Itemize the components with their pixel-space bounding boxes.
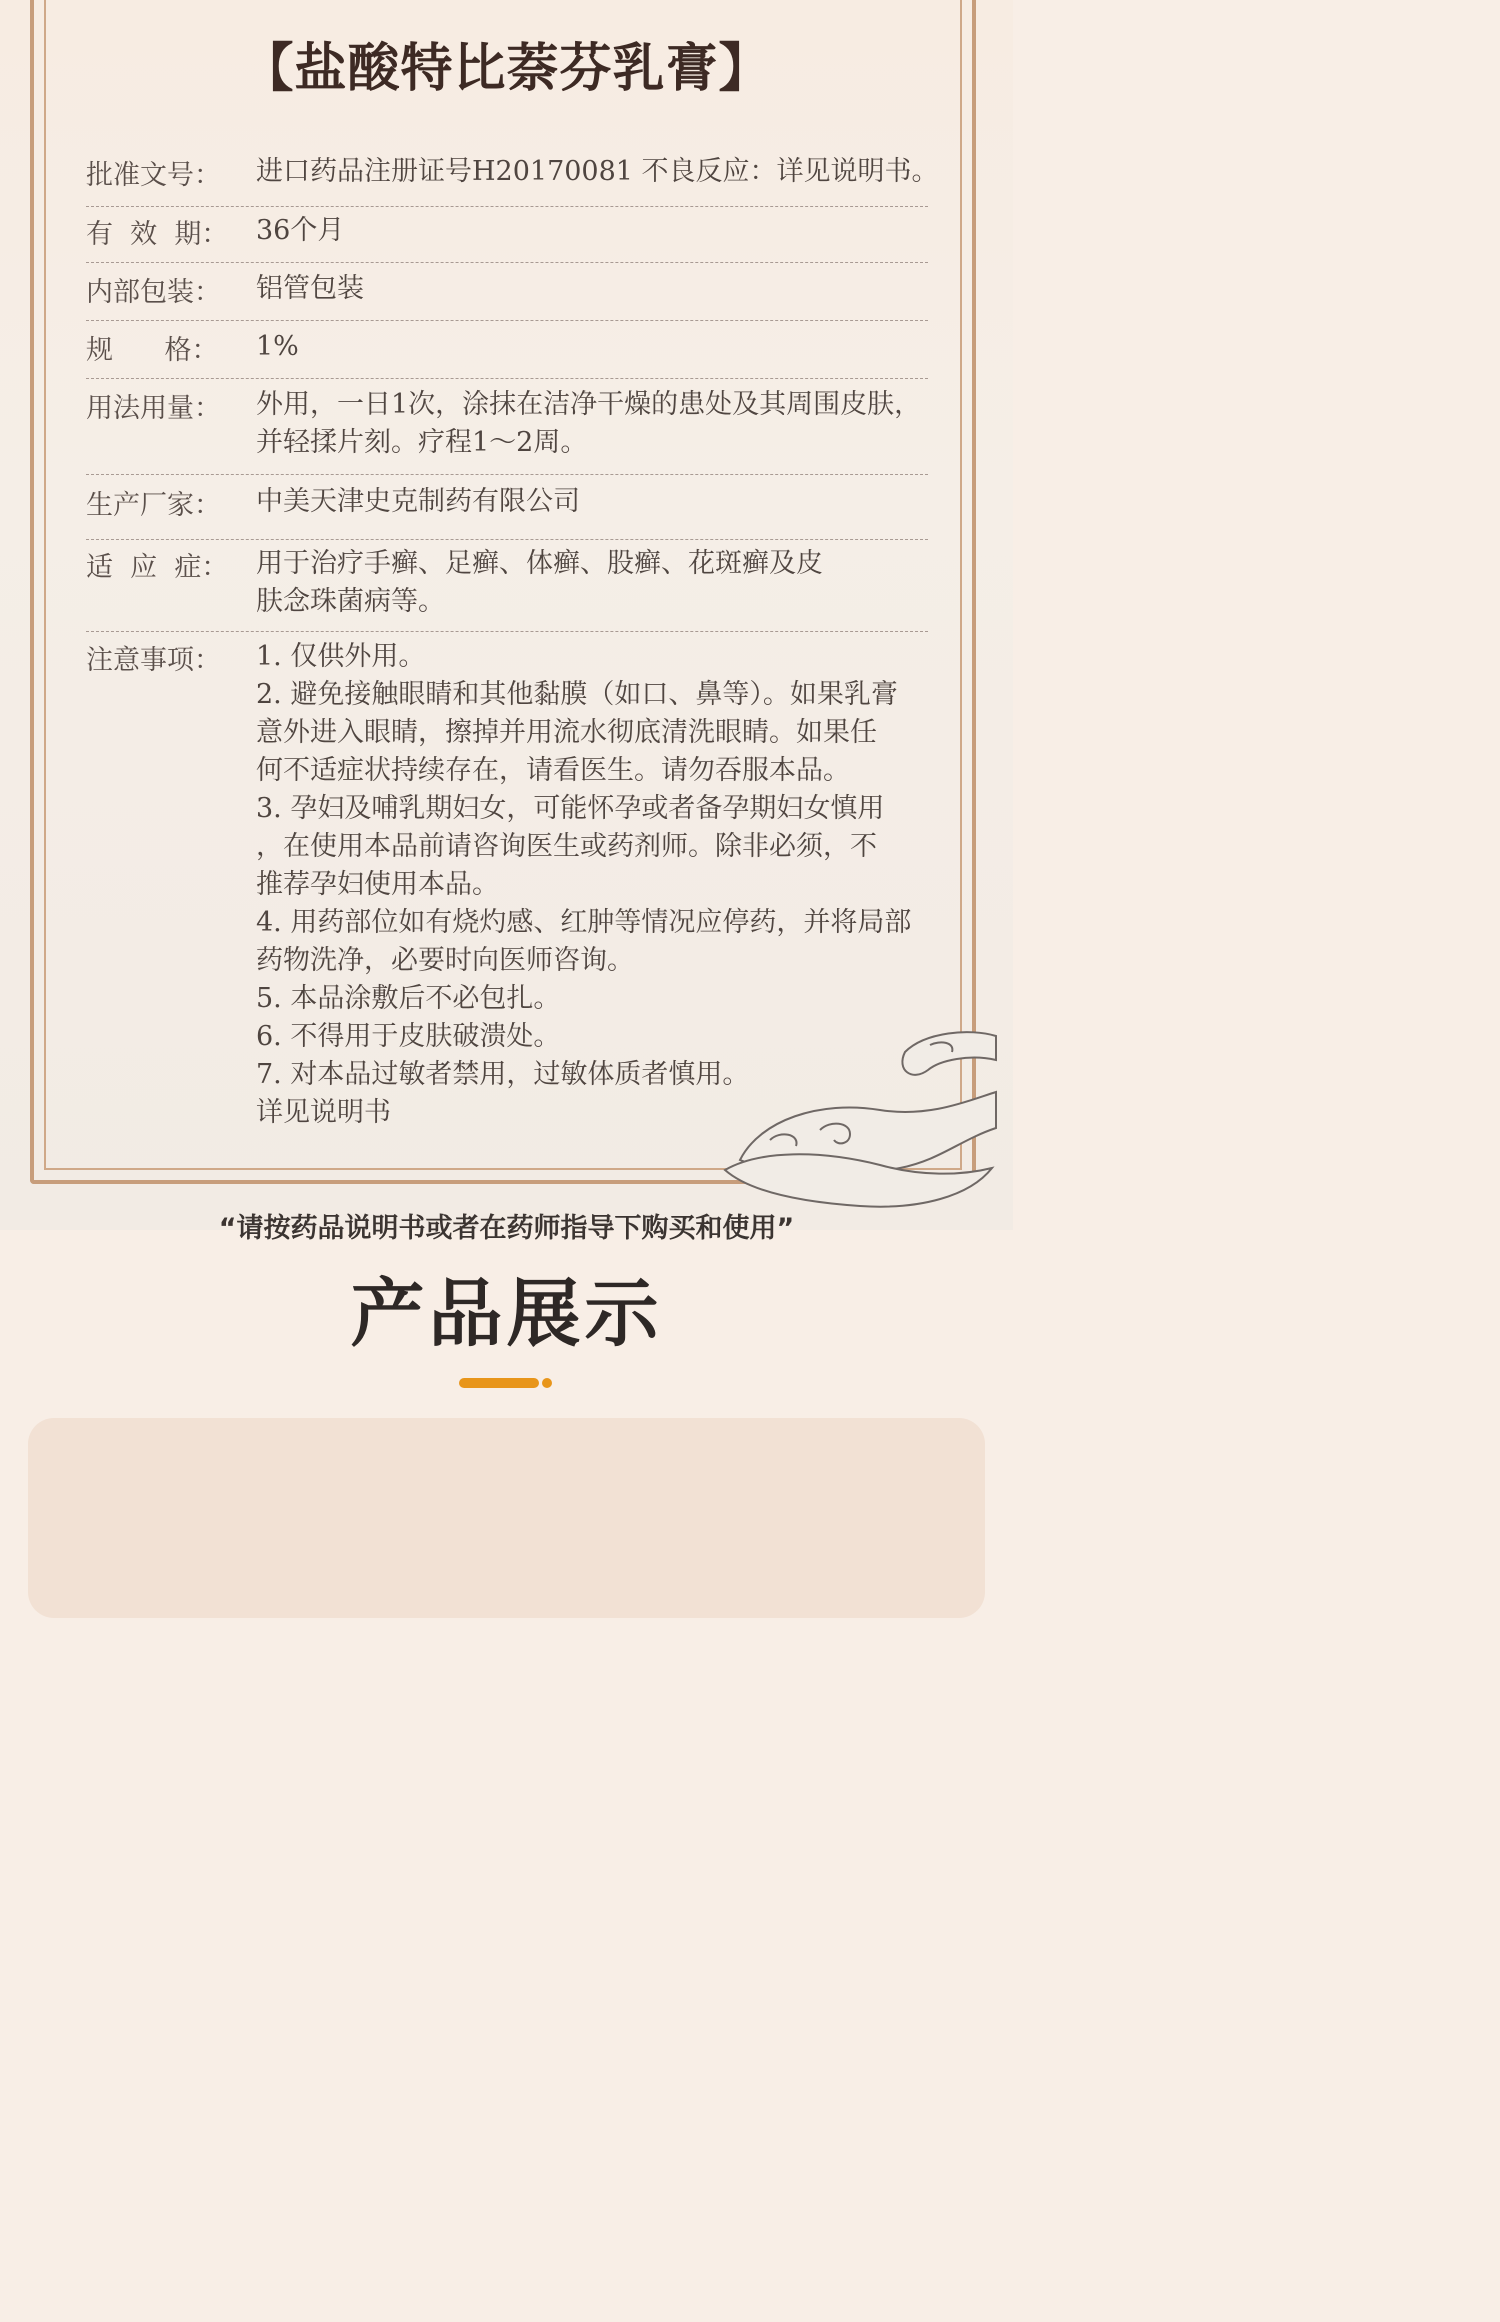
- row-value-line: 1. 仅供外用。: [256, 641, 426, 672]
- row-value-line: 铝管包装: [256, 273, 364, 304]
- row-value-line: 何不适症状持续存在，请看医生。请勿吞服本品。: [256, 755, 850, 786]
- row-value-line: 2. 避免接触眼睛和其他黏膜（如口、鼻等）。如果乳膏: [256, 679, 898, 710]
- row-value: [256, 483, 956, 521]
- info-row: [86, 483, 928, 540]
- row-value-line: 7. 对本品过敏者禁用，过敏体质者慎用。: [256, 1059, 750, 1090]
- row-label: 生产厂家：: [86, 490, 221, 521]
- info-row: [86, 328, 928, 379]
- row-value: [256, 270, 956, 308]
- row-value-line: 1%: [256, 331, 299, 362]
- row-value-line: 36个月: [256, 215, 345, 246]
- row-value-line: 意外进入眼睛，擦掉并用流水彻底清洗眼睛。如果任: [256, 717, 877, 748]
- row-value-line: ，在使用本品前请咨询医生或药剂师。除非必须，不: [256, 831, 877, 862]
- row-value-line: 肤念珠菌病等。: [256, 586, 445, 617]
- row-value-line: 并轻揉片刻。疗程1～2周。: [256, 427, 588, 458]
- row-value: [256, 545, 956, 621]
- row-value-line: 进口药品注册证号H20170081 不良反应：详见说明书。: [256, 156, 939, 187]
- row-value: [256, 386, 956, 462]
- row-label: 批准文号：: [86, 160, 221, 191]
- row-label: 注意事项：: [86, 645, 221, 676]
- row-value-line: 5. 本品涂敷后不必包扎。: [256, 983, 561, 1014]
- info-row: [86, 270, 928, 321]
- row-value: [256, 328, 956, 366]
- row-value: [256, 153, 956, 191]
- row-label: 规 格：: [86, 335, 219, 366]
- section-title: 产品展示: [350, 1271, 663, 1357]
- row-value-line: 用于治疗手癣、足癣、体癣、股癣、花斑癣及皮: [256, 548, 823, 579]
- row-value-line: 4. 用药部位如有烧灼感、红肿等情况应停药，并将局部: [256, 907, 912, 938]
- row-label: 用法用量：: [86, 393, 221, 424]
- row-value-line: 中美天津史克制药有限公司: [256, 486, 580, 517]
- info-row: [86, 545, 928, 632]
- row-value-line: 6. 不得用于皮肤破溃处。: [256, 1021, 561, 1052]
- divider-dot: [542, 1378, 552, 1388]
- product-display-card: [28, 1418, 985, 1618]
- row-value-line: 药物洗净，必要时向医师咨询。: [256, 945, 634, 976]
- row-label: 内部包装：: [86, 277, 221, 308]
- row-value: [256, 212, 956, 250]
- info-row: [86, 212, 928, 263]
- row-value-line: 3. 孕妇及哺乳期妇女，可能怀孕或者备孕期妇女慎用: [256, 793, 885, 824]
- cloud-decoration-icon: [700, 1000, 1000, 1240]
- info-row: [86, 386, 928, 475]
- row-value-line: 推荐孕妇使用本品。: [256, 869, 499, 900]
- product-title: 【盐酸特比萘芬乳膏】: [241, 38, 772, 99]
- row-value-line: 外用，一日1次，涂抹在洁净干燥的患处及其周围皮肤，: [256, 389, 922, 420]
- row-label: 有 效 期：: [86, 219, 229, 250]
- row-label: 适 应 症：: [86, 552, 229, 583]
- divider-bar: [459, 1378, 539, 1388]
- purchase-notice: “请按药品说明书或者在药师指导下购买和使用”: [218, 1213, 795, 1244]
- row-value-line: 详见说明书: [256, 1097, 391, 1128]
- info-row: [86, 153, 939, 207]
